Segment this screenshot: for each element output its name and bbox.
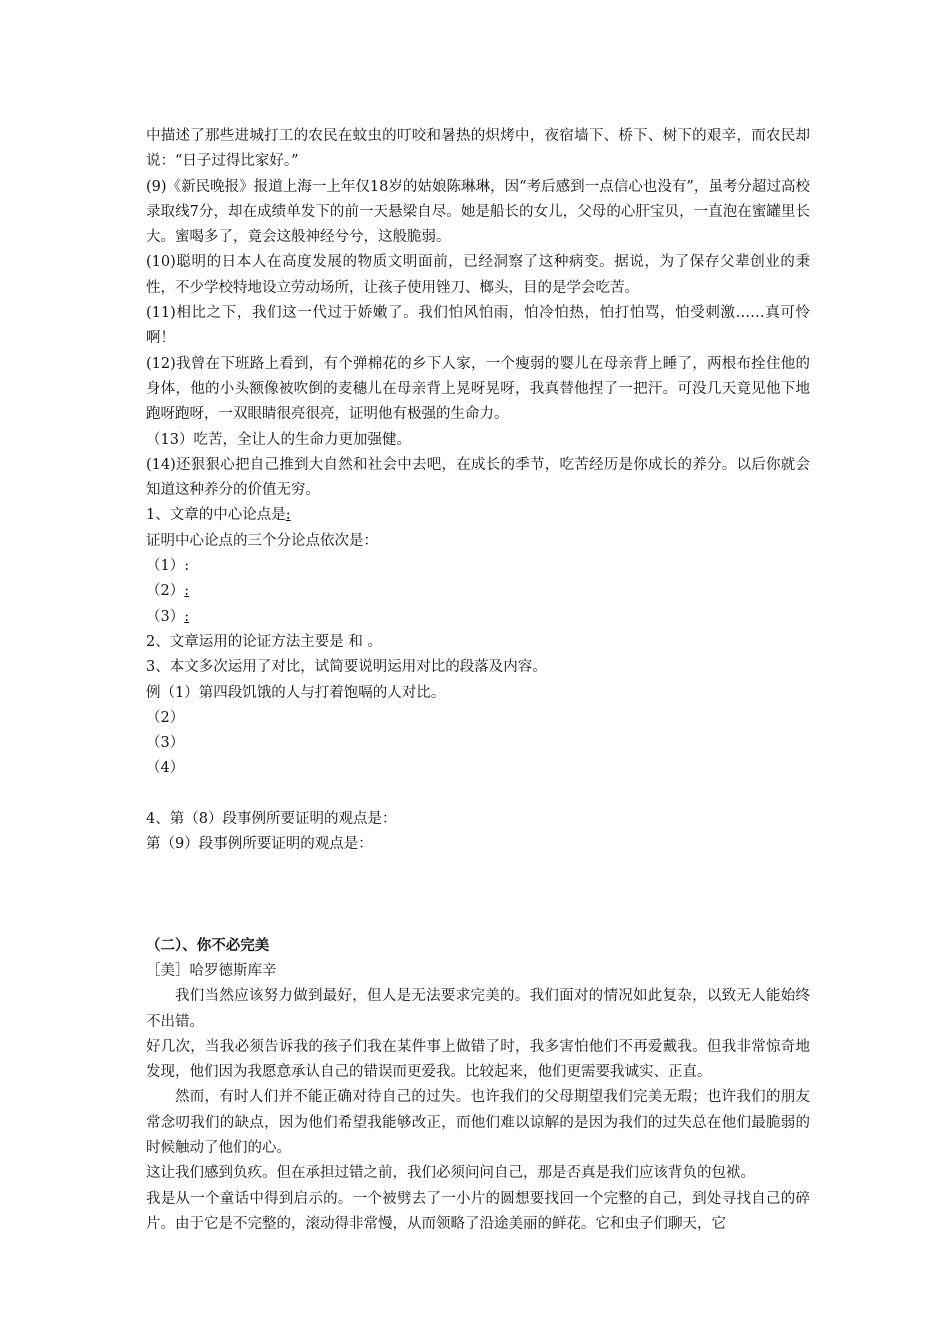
section-spacer — [146, 858, 810, 934]
question-1-point-3 — [146, 605, 810, 630]
paragraph-8-continued: 中描述了那些进城打工的农民在蚊虫的叮咬和暑热的炽烤中，夜宿墙下、桥下、树下的艰辛，而农民却说：“日子过得比家好。” — [146, 128, 810, 170]
essay-paragraph-5: 我是从一个童话中得到启示的。一个被劈去了一小片的圆想要找回一个完整的自己，到处寻找自己的碎片。由于它是不完整的，滚动得非常慢，从而领略了沿途美丽的鲜花。它和虫子们聊天，它 — [146, 1190, 810, 1232]
question-1-subprompt: 证明中心论点的三个分论点依次是： — [146, 532, 378, 549]
question-1-text: 1、文章的中心论点是 — [146, 507, 286, 524]
paragraph-9: (9)《新民晚报》报道上海一上年仅18岁的姑娘陈琳琳，因“考后感到一点信心也没有”，虽考分超过高校录取线7分，却在成绩单发下的前一天悬梁自尽。她是船长的女儿，父母的心肝宝贝，一直泡在蜜罐里长大。蜜喝多了，竟会这般神经兮兮，这般脆弱。 — [146, 178, 810, 246]
essay-paragraph-2: 好几次，当我必须告诉我的孩子们我在某件事上做错了时，我多害怕他们不再爱戴我。但我非常惊奇地发现，他们因为我愿意承认自己的错误而更爱我。比较起来，他们更需要我诚实、正直。 — [146, 1038, 810, 1081]
question-1-answer-blank: : — [285, 507, 291, 524]
question-1-point-2 — [146, 579, 810, 604]
question-3-item-2: （2） — [146, 709, 185, 726]
paragraph-10: (10)聪明的日本人在高度发展的物质文明面前，已经洞察了这种病变。据说，为了保存父辈创业的秉性，不少学校特地设立劳动场所，让孩子使用锉刀、榔头，目的是学会吃苦。 — [146, 254, 810, 296]
paragraph-12: (12)我曾在下班路上看到，有个弹棉花的乡下人家，一个瘦弱的婴儿在母亲背上睡了，两根布拴住他的身体，他的小头额像被吹倒的麦穗儿在母亲背上晃呀晃呀，我真替他捏了一把汗。可没几天竟见他下地跑呀跑呀，一双眼睛很亮很亮，证明他有极强的生命力。 — [146, 355, 810, 423]
essay-paragraph-1: 我们当然应该努力做到最好，但人是无法要求完美的。我们面对的情况如此复杂，以致无人能始终不出错。 — [146, 988, 810, 1030]
section-2-title: （二）、你不必完美 — [146, 937, 270, 954]
point-3-label: （3） — [146, 608, 185, 625]
spacer — [146, 782, 810, 807]
point-2-blank: : — [184, 583, 190, 600]
paragraph-13: （13）吃苦，全让人的生命力更加强健。 — [146, 431, 411, 448]
point-3-blank: : — [184, 608, 190, 625]
question-3-item-4: （4） — [146, 760, 185, 777]
point-2-label: （2） — [146, 583, 185, 600]
paragraph-14: (14)还狠狠心把自己推到大自然和社会中去吧，在成长的季节，吃苦经历是你成长的养分。以后你就会知道这种养分的价值无穷。 — [146, 456, 810, 499]
question-4b: 第（9）段事例所要证明的观点是： — [146, 836, 373, 853]
question-1 — [146, 503, 810, 528]
question-1-point-1: （1）: — [146, 558, 190, 575]
question-3: 3、本文多次运用了对比，试简要说明运用对比的段落及内容。 — [146, 659, 547, 676]
question-3-example: 例（1）第四段饥饿的人与打着饱嗝的人对比。 — [146, 684, 446, 701]
question-2: 2、文章运用的论证方法主要是 和 。 — [146, 633, 382, 650]
essay-paragraph-4: 这让我们感到负疚。但在承担过错之前，我们必须问问自己，那是否真是我们应该背负的包袱。 — [146, 1165, 755, 1182]
paragraph-11: (11)相比之下，我们这一代过于娇嫩了。我们怕风怕雨，怕冷怕热，怕打怕骂，怕受刺激……真可怜啊！ — [146, 305, 810, 347]
document-body — [146, 124, 810, 1237]
question-4: 4、第（8）段事例所要证明的观点是： — [146, 811, 397, 828]
section-2-author: ［美］哈罗德斯库辛 — [146, 962, 277, 979]
question-3-item-3: （3） — [146, 735, 185, 752]
essay-paragraph-3: 然而，有时人们并不能正确对待自己的过失。也许我们的父母期望我们完美无瑕；也许我们的朋友常念叨我们的缺点，因为他们希望我能够改正，而他们难以谅解的是因为我们的过失总在他们最脆弱的时候触动了他们的心。 — [146, 1089, 810, 1156]
